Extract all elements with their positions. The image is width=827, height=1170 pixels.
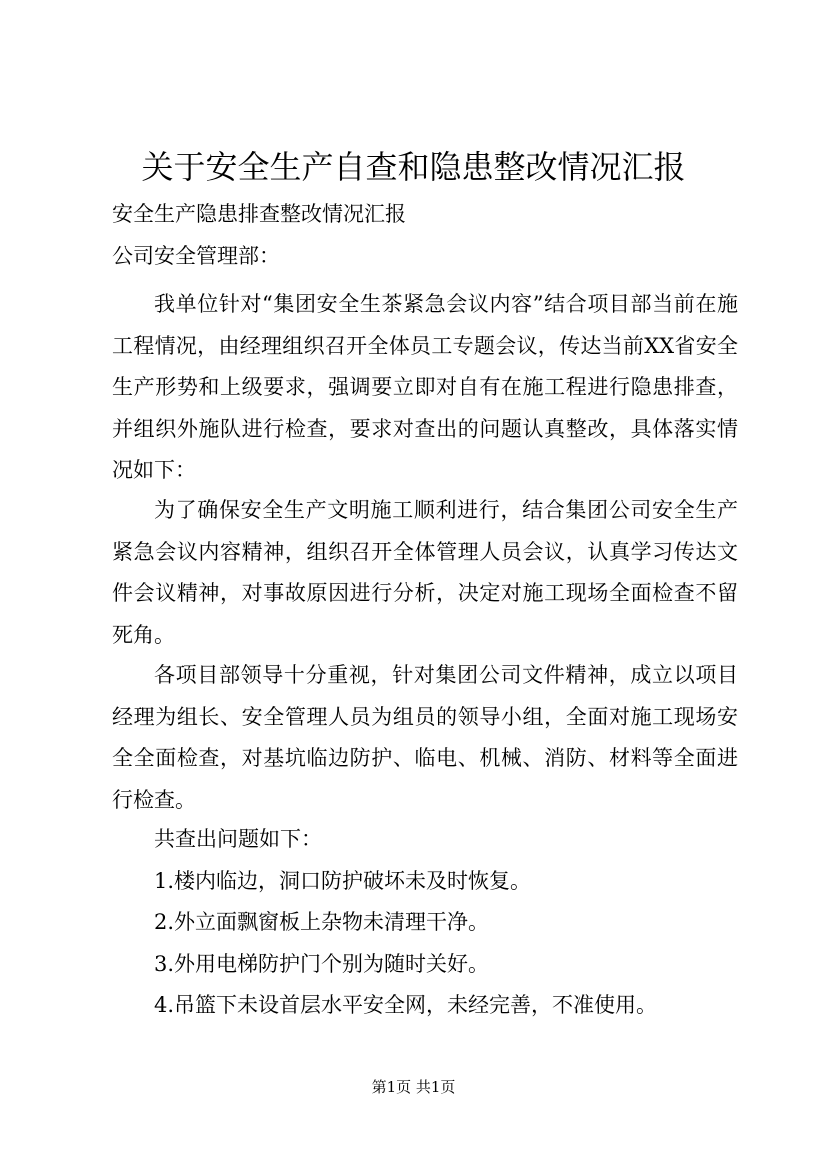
document-title: 关于安全生产自查和隐患整改情况汇报 (141, 148, 686, 186)
salutation: 公司安全管理部： (112, 244, 280, 268)
issue-item-4: 4.吊篮下未设首层水平安全网，未经完善，不准使用。 (154, 993, 658, 1017)
issues-intro: 共查出问题如下： (154, 827, 322, 851)
paragraph-1: 我单位针对“集团安全生茶紧急会议内容”结合项目部当前在施工程情况，由经理组织召开全体员工专题会议，传达当前XX省安全生产形势和上级要求，强调要立即对自有在施工程进行隐患排查，并组织外施队进行检查，要求对查出的问题认真整改，具体落实情况如下： (112, 292, 738, 482)
issue-item-3: 3.外用电梯防护门个别为随时关好。 (154, 952, 490, 976)
issue-item-2: 2.外立面飘窗板上杂物未清理干净。 (154, 910, 490, 934)
paragraph-2: 为了确保安全生产文明施工顺利进行，结合集团公司安全生产紧急会议内容精神，组织召开全体管理人员会议，认真学习传达文件会议精神，对事故原因进行分析，决定对施工现场全面检查不留死角。 (112, 498, 738, 647)
page-footer: 第1页 共1页 (371, 1078, 456, 1096)
issue-item-1: 1.楼内临边，洞口防护破坏未及时恢复。 (154, 869, 532, 893)
paragraph-3: 各项目部领导十分重视，针对集团公司文件精神，成立以项目经理为组长、安全管理人员为组员的领导小组，全面对施工现场安全全面检查，对基坑临边防护、临电、机械、消防、材料等全面进行检查。 (112, 663, 738, 812)
document-subtitle: 安全生产隐患排查整改情况汇报 (112, 202, 406, 226)
